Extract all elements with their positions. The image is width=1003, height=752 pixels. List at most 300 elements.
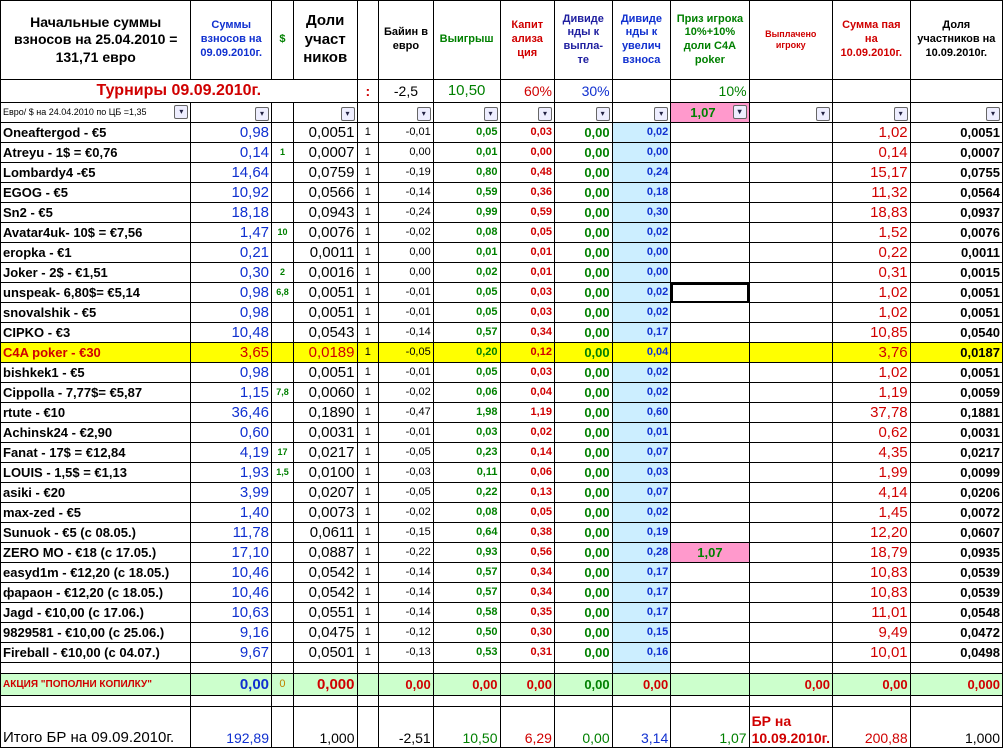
share-sum-value[interactable]: 1,52 bbox=[832, 223, 910, 243]
buyin-value[interactable]: -0,14 bbox=[379, 323, 434, 343]
player-prize-value[interactable] bbox=[671, 223, 749, 243]
usd-amount[interactable] bbox=[272, 183, 294, 203]
dividend-increase-value[interactable]: 0,17 bbox=[612, 323, 671, 343]
contribution-sum[interactable]: 11,78 bbox=[191, 523, 272, 543]
usd-amount[interactable] bbox=[272, 203, 294, 223]
usd-amount[interactable] bbox=[272, 583, 294, 603]
buyin-value[interactable]: -0,22 bbox=[379, 543, 434, 563]
count-cell[interactable]: 1 bbox=[357, 643, 379, 663]
buyin-value[interactable]: 0,00 bbox=[379, 243, 434, 263]
participant-share-value[interactable]: 0,0015 bbox=[910, 263, 1002, 283]
filter-cell-13[interactable] bbox=[910, 103, 1002, 123]
dividend-increase-value[interactable]: 0,15 bbox=[612, 623, 671, 643]
count-cell[interactable]: 1 bbox=[357, 523, 379, 543]
share-value[interactable]: 0,0060 bbox=[293, 383, 357, 403]
share-sum-value[interactable]: 1,45 bbox=[832, 503, 910, 523]
player-prize-value[interactable] bbox=[671, 403, 749, 423]
player-name[interactable]: фараон - €12,20 (с 18.05.) bbox=[1, 583, 191, 603]
participant-share-value[interactable]: 0,0540 bbox=[910, 323, 1002, 343]
usd-amount[interactable] bbox=[272, 303, 294, 323]
share-value[interactable]: 0,0611 bbox=[293, 523, 357, 543]
paid-value[interactable] bbox=[749, 223, 832, 243]
player-name[interactable]: Joker - 2$ - €1,51 bbox=[1, 263, 191, 283]
usd-amount[interactable] bbox=[272, 243, 294, 263]
player-prize-value[interactable] bbox=[671, 343, 749, 363]
dividend-payout-value[interactable]: 0,00 bbox=[554, 603, 612, 623]
buyin-value[interactable]: -0,01 bbox=[379, 303, 434, 323]
filter-dropdown-icon[interactable]: ▾ bbox=[417, 107, 431, 121]
contribution-sum[interactable]: 10,46 bbox=[191, 583, 272, 603]
contribution-sum[interactable]: 10,63 bbox=[191, 603, 272, 623]
share-sum-value[interactable]: 0,22 bbox=[832, 243, 910, 263]
player-prize-value[interactable] bbox=[671, 423, 749, 443]
paid-value[interactable] bbox=[749, 183, 832, 203]
filter-cell-3[interactable] bbox=[293, 103, 357, 123]
participant-share-value[interactable]: 0,0564 bbox=[910, 183, 1002, 203]
usd-amount[interactable] bbox=[272, 163, 294, 183]
win-value[interactable]: 0,93 bbox=[433, 543, 500, 563]
win-value[interactable]: 0,99 bbox=[433, 203, 500, 223]
dividend-payout-value[interactable]: 0,00 bbox=[554, 423, 612, 443]
dividend-payout-value[interactable]: 0,00 bbox=[554, 523, 612, 543]
participant-share-value[interactable]: 0,0937 bbox=[910, 203, 1002, 223]
buyin-value[interactable]: -0,03 bbox=[379, 463, 434, 483]
buyin-value[interactable]: -0,47 bbox=[379, 403, 434, 423]
capitalization-value[interactable]: 0,34 bbox=[500, 583, 554, 603]
contribution-sum[interactable]: 10,46 bbox=[191, 563, 272, 583]
player-name[interactable]: snovalshik - €5 bbox=[1, 303, 191, 323]
dividend-payout-value[interactable]: 0,00 bbox=[554, 463, 612, 483]
count-cell[interactable]: 1 bbox=[357, 343, 379, 363]
share-sum-value[interactable]: 10,83 bbox=[832, 583, 910, 603]
paid-value[interactable] bbox=[749, 143, 832, 163]
buyin-value[interactable]: -0,19 bbox=[379, 163, 434, 183]
buyin-value[interactable]: -0,01 bbox=[379, 423, 434, 443]
paid-value[interactable] bbox=[749, 543, 832, 563]
buyin-value[interactable]: -0,02 bbox=[379, 223, 434, 243]
player-name[interactable]: Avatar4uk- 10$ = €7,56 bbox=[1, 223, 191, 243]
paid-value[interactable] bbox=[749, 583, 832, 603]
contribution-sum[interactable]: 10,48 bbox=[191, 323, 272, 343]
contribution-sum[interactable]: 9,67 bbox=[191, 643, 272, 663]
usd-amount[interactable]: 1 bbox=[272, 143, 294, 163]
player-name[interactable]: unspeak- 6,80$= €5,14 bbox=[1, 283, 191, 303]
dividend-payout-value[interactable]: 0,00 bbox=[554, 403, 612, 423]
contribution-sum[interactable]: 18,18 bbox=[191, 203, 272, 223]
player-name[interactable]: 9829581 - €10,00 (с 25.06.) bbox=[1, 623, 191, 643]
player-name[interactable]: Jagd - €10,00 (с 17.06.) bbox=[1, 603, 191, 623]
participant-share-value[interactable]: 0,0051 bbox=[910, 363, 1002, 383]
paid-value[interactable] bbox=[749, 163, 832, 183]
share-sum-value[interactable]: 37,78 bbox=[832, 403, 910, 423]
count-cell[interactable]: 1 bbox=[357, 323, 379, 343]
player-name[interactable]: LOUIS - 1,5$ = €1,13 bbox=[1, 463, 191, 483]
participant-share-value[interactable]: 0,0755 bbox=[910, 163, 1002, 183]
count-cell[interactable]: 1 bbox=[357, 303, 379, 323]
dividend-increase-value[interactable]: 0,24 bbox=[612, 163, 671, 183]
participant-share-value[interactable]: 0,0187 bbox=[910, 343, 1002, 363]
usd-amount[interactable] bbox=[272, 483, 294, 503]
usd-amount[interactable] bbox=[272, 623, 294, 643]
count-cell[interactable]: 1 bbox=[357, 543, 379, 563]
capitalization-value[interactable]: 0,03 bbox=[500, 123, 554, 143]
share-value[interactable]: 0,0189 bbox=[293, 343, 357, 363]
capitalization-value[interactable]: 0,59 bbox=[500, 203, 554, 223]
share-sum-value[interactable]: 9,49 bbox=[832, 623, 910, 643]
share-sum-value[interactable]: 1,02 bbox=[832, 303, 910, 323]
participant-share-value[interactable]: 0,0031 bbox=[910, 423, 1002, 443]
player-prize-value[interactable] bbox=[671, 263, 749, 283]
share-value[interactable]: 0,0543 bbox=[293, 323, 357, 343]
usd-amount[interactable]: 1,5 bbox=[272, 463, 294, 483]
paid-value[interactable] bbox=[749, 283, 832, 303]
count-cell[interactable]: 1 bbox=[357, 443, 379, 463]
filter-cell-1[interactable] bbox=[191, 103, 272, 123]
filter-dropdown-icon[interactable]: ▾ bbox=[894, 107, 908, 121]
count-cell[interactable]: 1 bbox=[357, 203, 379, 223]
dividend-payout-value[interactable]: 0,00 bbox=[554, 263, 612, 283]
dividend-payout-value[interactable]: 0,00 bbox=[554, 643, 612, 663]
count-cell[interactable]: 1 bbox=[357, 463, 379, 483]
share-sum-value[interactable]: 1,02 bbox=[832, 123, 910, 143]
player-name[interactable]: Fanat - 17$ = €12,84 bbox=[1, 443, 191, 463]
dividend-increase-value[interactable]: 0,02 bbox=[612, 283, 671, 303]
buyin-value[interactable]: -0,14 bbox=[379, 563, 434, 583]
dividend-payout-value[interactable]: 0,00 bbox=[554, 483, 612, 503]
win-value[interactable]: 0,11 bbox=[433, 463, 500, 483]
share-sum-value[interactable]: 18,83 bbox=[832, 203, 910, 223]
filter-cell-8[interactable] bbox=[554, 103, 612, 123]
contribution-sum[interactable]: 3,99 bbox=[191, 483, 272, 503]
share-value[interactable]: 0,0051 bbox=[293, 283, 357, 303]
dividend-payout-value[interactable]: 0,00 bbox=[554, 383, 612, 403]
contribution-sum[interactable]: 36,46 bbox=[191, 403, 272, 423]
count-cell[interactable]: 1 bbox=[357, 383, 379, 403]
player-name[interactable]: rtute - €10 bbox=[1, 403, 191, 423]
dividend-payout-value[interactable]: 0,00 bbox=[554, 123, 612, 143]
count-cell[interactable]: 1 bbox=[357, 423, 379, 443]
win-value[interactable]: 0,02 bbox=[433, 263, 500, 283]
filter-prize-cell[interactable] bbox=[671, 103, 749, 123]
buyin-value[interactable]: -0,14 bbox=[379, 583, 434, 603]
paid-value[interactable] bbox=[749, 623, 832, 643]
usd-amount[interactable]: 10 bbox=[272, 223, 294, 243]
contribution-sum[interactable]: 9,16 bbox=[191, 623, 272, 643]
filter-dropdown-icon[interactable]: ▾ bbox=[484, 107, 498, 121]
count-cell[interactable]: 1 bbox=[357, 263, 379, 283]
win-value[interactable]: 0,57 bbox=[433, 563, 500, 583]
player-prize-value[interactable] bbox=[671, 123, 749, 143]
contribution-sum[interactable]: 0,21 bbox=[191, 243, 272, 263]
player-prize-value[interactable] bbox=[671, 143, 749, 163]
share-value[interactable]: 0,0073 bbox=[293, 503, 357, 523]
contribution-sum[interactable]: 10,92 bbox=[191, 183, 272, 203]
buyin-value[interactable]: -0,02 bbox=[379, 503, 434, 523]
capitalization-value[interactable]: 0,31 bbox=[500, 643, 554, 663]
buyin-value[interactable]: -0,05 bbox=[379, 343, 434, 363]
win-value[interactable]: 0,08 bbox=[433, 223, 500, 243]
contribution-sum[interactable]: 14,64 bbox=[191, 163, 272, 183]
win-value[interactable]: 0,57 bbox=[433, 583, 500, 603]
buyin-value[interactable]: -0,12 bbox=[379, 623, 434, 643]
win-value[interactable]: 0,20 bbox=[433, 343, 500, 363]
filter-dropdown-icon[interactable]: ▾ bbox=[255, 107, 269, 121]
dividend-increase-value[interactable]: 0,60 bbox=[612, 403, 671, 423]
win-value[interactable]: 1,98 bbox=[433, 403, 500, 423]
usd-amount[interactable] bbox=[272, 343, 294, 363]
dividend-increase-value[interactable]: 0,02 bbox=[612, 123, 671, 143]
share-value[interactable]: 0,1890 bbox=[293, 403, 357, 423]
win-value[interactable]: 0,57 bbox=[433, 323, 500, 343]
usd-amount[interactable] bbox=[272, 523, 294, 543]
paid-value[interactable] bbox=[749, 203, 832, 223]
contribution-sum[interactable]: 0,60 bbox=[191, 423, 272, 443]
usd-amount[interactable] bbox=[272, 403, 294, 423]
contribution-sum[interactable]: 0,98 bbox=[191, 363, 272, 383]
usd-amount[interactable] bbox=[272, 363, 294, 383]
usd-amount[interactable] bbox=[272, 603, 294, 623]
dividend-increase-value[interactable]: 0,02 bbox=[612, 383, 671, 403]
share-value[interactable]: 0,0542 bbox=[293, 583, 357, 603]
player-name[interactable]: Fireball - €10,00 (с 04.07.) bbox=[1, 643, 191, 663]
player-name[interactable]: asiki - €20 bbox=[1, 483, 191, 503]
contribution-sum[interactable]: 3,65 bbox=[191, 343, 272, 363]
usd-amount[interactable] bbox=[272, 563, 294, 583]
share-sum-value[interactable]: 1,19 bbox=[832, 383, 910, 403]
usd-amount[interactable]: 17 bbox=[272, 443, 294, 463]
dividend-increase-value[interactable]: 0,00 bbox=[612, 263, 671, 283]
paid-value[interactable] bbox=[749, 483, 832, 503]
capitalization-value[interactable]: 0,01 bbox=[500, 243, 554, 263]
count-cell[interactable]: 1 bbox=[357, 503, 379, 523]
contribution-sum[interactable]: 1,15 bbox=[191, 383, 272, 403]
share-value[interactable]: 0,0076 bbox=[293, 223, 357, 243]
paid-value[interactable] bbox=[749, 323, 832, 343]
capitalization-value[interactable]: 0,38 bbox=[500, 523, 554, 543]
player-prize-value[interactable] bbox=[671, 643, 749, 663]
share-value[interactable]: 0,0551 bbox=[293, 603, 357, 623]
player-prize-value[interactable] bbox=[671, 603, 749, 623]
participant-share-value[interactable]: 0,0099 bbox=[910, 463, 1002, 483]
filter-dropdown-icon[interactable]: ▾ bbox=[538, 107, 552, 121]
dividend-payout-value[interactable]: 0,00 bbox=[554, 363, 612, 383]
paid-value[interactable] bbox=[749, 563, 832, 583]
share-sum-value[interactable]: 1,02 bbox=[832, 283, 910, 303]
share-value[interactable]: 0,0542 bbox=[293, 563, 357, 583]
share-sum-value[interactable]: 15,17 bbox=[832, 163, 910, 183]
capitalization-value[interactable]: 0,05 bbox=[500, 503, 554, 523]
capitalization-value[interactable]: 0,12 bbox=[500, 343, 554, 363]
buyin-value[interactable]: -0,01 bbox=[379, 283, 434, 303]
capitalization-value[interactable]: 0,02 bbox=[500, 423, 554, 443]
paid-value[interactable] bbox=[749, 643, 832, 663]
player-prize-value[interactable] bbox=[671, 323, 749, 343]
share-sum-value[interactable]: 18,79 bbox=[832, 543, 910, 563]
count-cell[interactable]: 1 bbox=[357, 583, 379, 603]
usd-amount[interactable] bbox=[272, 123, 294, 143]
contribution-sum[interactable]: 1,93 bbox=[191, 463, 272, 483]
capitalization-value[interactable]: 0,14 bbox=[500, 443, 554, 463]
share-value[interactable]: 0,0217 bbox=[293, 443, 357, 463]
participant-share-value[interactable]: 0,0011 bbox=[910, 243, 1002, 263]
win-value[interactable]: 0,59 bbox=[433, 183, 500, 203]
count-cell[interactable]: 1 bbox=[357, 403, 379, 423]
participant-share-value[interactable]: 0,0935 bbox=[910, 543, 1002, 563]
dividend-payout-value[interactable]: 0,00 bbox=[554, 543, 612, 563]
capitalization-value[interactable]: 0,36 bbox=[500, 183, 554, 203]
participant-share-value[interactable]: 0,0051 bbox=[910, 283, 1002, 303]
filter-dropdown-icon[interactable]: ▾ bbox=[654, 107, 668, 121]
paid-value[interactable] bbox=[749, 603, 832, 623]
filter-cell-12[interactable] bbox=[832, 103, 910, 123]
contribution-sum[interactable]: 17,10 bbox=[191, 543, 272, 563]
share-value[interactable]: 0,0100 bbox=[293, 463, 357, 483]
dividend-increase-value[interactable]: 0,02 bbox=[612, 363, 671, 383]
participant-share-value[interactable]: 0,0051 bbox=[910, 303, 1002, 323]
player-prize-value[interactable]: 1,07 bbox=[671, 543, 749, 563]
participant-share-value[interactable]: 0,0498 bbox=[910, 643, 1002, 663]
player-prize-value[interactable] bbox=[671, 463, 749, 483]
buyin-value[interactable]: -0,24 bbox=[379, 203, 434, 223]
paid-value[interactable] bbox=[749, 503, 832, 523]
player-name[interactable]: Lombardy4 -€5 bbox=[1, 163, 191, 183]
filter-cell-4[interactable] bbox=[357, 103, 379, 123]
share-sum-value[interactable]: 0,62 bbox=[832, 423, 910, 443]
share-value[interactable]: 0,0016 bbox=[293, 263, 357, 283]
win-value[interactable]: 0,01 bbox=[433, 243, 500, 263]
share-sum-value[interactable]: 3,76 bbox=[832, 343, 910, 363]
player-name[interactable]: easyd1m - €12,20 (с 18.05.) bbox=[1, 563, 191, 583]
player-prize-value[interactable] bbox=[671, 183, 749, 203]
dividend-payout-value[interactable]: 0,00 bbox=[554, 503, 612, 523]
win-value[interactable]: 0,05 bbox=[433, 123, 500, 143]
capitalization-value[interactable]: 0,06 bbox=[500, 463, 554, 483]
dividend-increase-value[interactable]: 0,17 bbox=[612, 563, 671, 583]
share-value[interactable]: 0,0031 bbox=[293, 423, 357, 443]
win-value[interactable]: 0,05 bbox=[433, 363, 500, 383]
share-sum-value[interactable]: 0,14 bbox=[832, 143, 910, 163]
dividend-increase-value[interactable]: 0,02 bbox=[612, 503, 671, 523]
win-value[interactable]: 0,06 bbox=[433, 383, 500, 403]
win-value[interactable]: 0,01 bbox=[433, 143, 500, 163]
count-cell[interactable]: 1 bbox=[357, 283, 379, 303]
usd-amount[interactable]: 7,8 bbox=[272, 383, 294, 403]
player-name[interactable]: ZERO MO - €18 (с 17.05.) bbox=[1, 543, 191, 563]
capitalization-value[interactable]: 0,03 bbox=[500, 283, 554, 303]
share-value[interactable]: 0,0759 bbox=[293, 163, 357, 183]
player-name[interactable]: C4A poker - €30 bbox=[1, 343, 191, 363]
dividend-increase-value[interactable]: 0,01 bbox=[612, 423, 671, 443]
share-sum-value[interactable]: 10,85 bbox=[832, 323, 910, 343]
filter-dropdown-icon[interactable]: ▾ bbox=[733, 105, 747, 119]
player-prize-value[interactable] bbox=[671, 363, 749, 383]
buyin-value[interactable]: -0,05 bbox=[379, 443, 434, 463]
usd-amount[interactable] bbox=[272, 543, 294, 563]
participant-share-value[interactable]: 0,0059 bbox=[910, 383, 1002, 403]
buyin-value[interactable]: -0,01 bbox=[379, 363, 434, 383]
share-sum-value[interactable]: 1,02 bbox=[832, 363, 910, 383]
participant-share-value[interactable]: 0,0539 bbox=[910, 563, 1002, 583]
paid-value[interactable] bbox=[749, 383, 832, 403]
dividend-increase-value[interactable]: 0,30 bbox=[612, 203, 671, 223]
player-name[interactable]: Oneaftergod - €5 bbox=[1, 123, 191, 143]
contribution-sum[interactable]: 1,40 bbox=[191, 503, 272, 523]
paid-value[interactable] bbox=[749, 343, 832, 363]
paid-value[interactable] bbox=[749, 263, 832, 283]
filter-cell-11[interactable] bbox=[749, 103, 832, 123]
share-sum-value[interactable]: 10,83 bbox=[832, 563, 910, 583]
player-name[interactable]: bishkek1 - €5 bbox=[1, 363, 191, 383]
player-prize-value[interactable] bbox=[671, 283, 749, 303]
dividend-payout-value[interactable]: 0,00 bbox=[554, 143, 612, 163]
contribution-sum[interactable]: 0,30 bbox=[191, 263, 272, 283]
player-name[interactable]: Achinsk24 - €2,90 bbox=[1, 423, 191, 443]
participant-share-value[interactable]: 0,0539 bbox=[910, 583, 1002, 603]
player-prize-value[interactable] bbox=[671, 483, 749, 503]
filter-dropdown-icon[interactable]: ▾ bbox=[174, 105, 188, 119]
win-value[interactable]: 0,58 bbox=[433, 603, 500, 623]
capitalization-value[interactable]: 0,48 bbox=[500, 163, 554, 183]
count-cell[interactable]: 1 bbox=[357, 483, 379, 503]
contribution-sum[interactable]: 0,98 bbox=[191, 123, 272, 143]
win-value[interactable]: 0,80 bbox=[433, 163, 500, 183]
win-value[interactable]: 0,05 bbox=[433, 303, 500, 323]
dividend-payout-value[interactable]: 0,00 bbox=[554, 443, 612, 463]
buyin-value[interactable]: -0,13 bbox=[379, 643, 434, 663]
dividend-payout-value[interactable]: 0,00 bbox=[554, 563, 612, 583]
dividend-increase-value[interactable]: 0,00 bbox=[612, 243, 671, 263]
capitalization-value[interactable]: 0,34 bbox=[500, 563, 554, 583]
paid-value[interactable] bbox=[749, 443, 832, 463]
share-value[interactable]: 0,0051 bbox=[293, 123, 357, 143]
contribution-sum[interactable]: 0,98 bbox=[191, 303, 272, 323]
share-value[interactable]: 0,0051 bbox=[293, 363, 357, 383]
usd-amount[interactable]: 2 bbox=[272, 263, 294, 283]
dividend-increase-value[interactable]: 0,07 bbox=[612, 483, 671, 503]
share-sum-value[interactable]: 11,32 bbox=[832, 183, 910, 203]
share-sum-value[interactable]: 0,31 bbox=[832, 263, 910, 283]
capitalization-value[interactable]: 0,03 bbox=[500, 363, 554, 383]
share-sum-value[interactable]: 4,35 bbox=[832, 443, 910, 463]
capitalization-value[interactable]: 0,13 bbox=[500, 483, 554, 503]
dividend-increase-value[interactable]: 0,17 bbox=[612, 583, 671, 603]
share-value[interactable]: 0,0566 bbox=[293, 183, 357, 203]
capitalization-value[interactable]: 0,30 bbox=[500, 623, 554, 643]
win-value[interactable]: 0,53 bbox=[433, 643, 500, 663]
participant-share-value[interactable]: 0,0548 bbox=[910, 603, 1002, 623]
share-value[interactable]: 0,0011 bbox=[293, 243, 357, 263]
paid-value[interactable] bbox=[749, 423, 832, 443]
dividend-payout-value[interactable]: 0,00 bbox=[554, 223, 612, 243]
paid-value[interactable] bbox=[749, 403, 832, 423]
player-prize-value[interactable] bbox=[671, 303, 749, 323]
buyin-value[interactable]: 0,00 bbox=[379, 263, 434, 283]
share-value[interactable]: 0,0475 bbox=[293, 623, 357, 643]
share-sum-value[interactable]: 1,99 bbox=[832, 463, 910, 483]
filter-dropdown-icon[interactable]: ▾ bbox=[816, 107, 830, 121]
capitalization-value[interactable]: 0,05 bbox=[500, 223, 554, 243]
dividend-payout-value[interactable]: 0,00 bbox=[554, 163, 612, 183]
share-value[interactable]: 0,0943 bbox=[293, 203, 357, 223]
count-cell[interactable]: 1 bbox=[357, 223, 379, 243]
count-cell[interactable]: 1 bbox=[357, 363, 379, 383]
dividend-payout-value[interactable]: 0,00 bbox=[554, 243, 612, 263]
filter-cell-6[interactable] bbox=[433, 103, 500, 123]
win-value[interactable]: 0,64 bbox=[433, 523, 500, 543]
player-name[interactable]: Sunuok - €5 (с 08.05.) bbox=[1, 523, 191, 543]
capitalization-value[interactable]: 0,34 bbox=[500, 323, 554, 343]
player-prize-value[interactable] bbox=[671, 383, 749, 403]
